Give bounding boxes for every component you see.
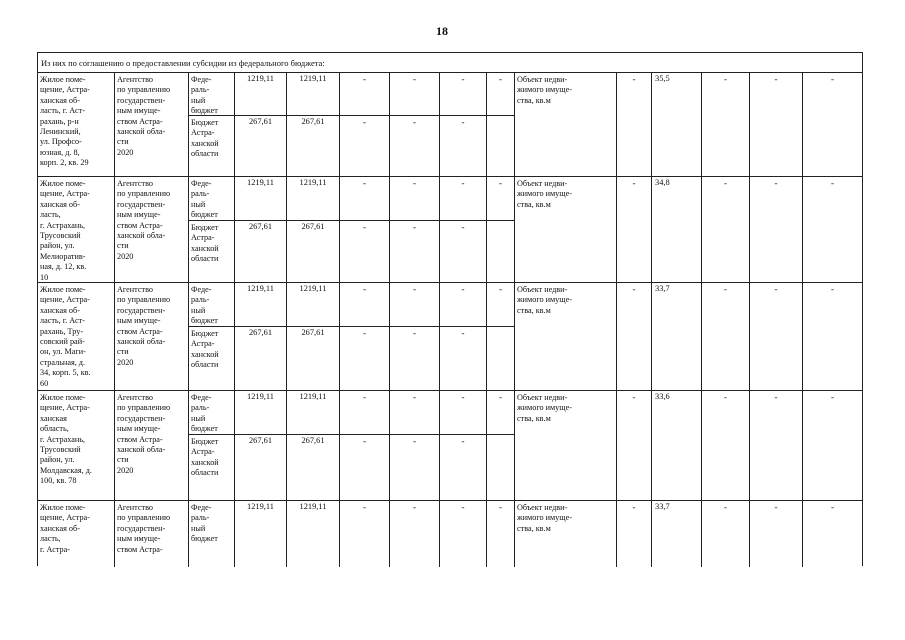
table-cell (340, 177, 390, 282)
cell-federal (340, 73, 389, 116)
table-cell (287, 73, 340, 176)
dash-value: - (499, 74, 502, 84)
regional-amount: 267,61 (248, 222, 273, 231)
cell-regional (287, 116, 339, 176)
table-cell (390, 391, 440, 500)
table-cell (287, 283, 340, 390)
budget-source-federal: Феде- раль- ный бюджет (191, 393, 218, 434)
property-description: Жилое поме- щение, Астра- ханская об- ласть, г. Аст- рахань, р-н Ленинский, ул. Профсо- юзная, д. 8, корп. 2, кв. 29 (40, 75, 90, 168)
cell-regional (340, 327, 389, 390)
result-object: Объект недви- жимого имуще- ства, кв.м (517, 75, 572, 105)
table-cell (487, 73, 515, 176)
cell-regional (340, 435, 389, 500)
property-description: Жилое поме- щение, Астра- ханская об- ласть, г. Астрахань, Трусовский район, ул. Мелиоратив- ная, д. 12, кв. 10 (40, 179, 90, 282)
cell-regional (189, 435, 234, 500)
cell-federal (287, 501, 339, 567)
table-cell (38, 391, 115, 500)
dash-value: - (499, 392, 502, 402)
regional-amount: 267,61 (301, 436, 325, 445)
cell-federal (287, 73, 339, 116)
table-cell (38, 283, 115, 390)
federal-amount: 1219,11 (299, 74, 327, 83)
table-cell (803, 73, 862, 176)
dash-value: - (632, 74, 636, 84)
dash-value: - (413, 117, 416, 127)
dash-value: - (461, 222, 465, 232)
cell-federal (189, 501, 234, 567)
dash-value: - (363, 74, 366, 84)
cell-federal (390, 391, 439, 435)
cell-regional (287, 327, 339, 390)
agency-name: Агентство по управлению государствен- ным имуще- ством Астра- ханской обла- сти 2020 (117, 75, 171, 157)
table-row (38, 177, 862, 283)
area-value: 35,5 (655, 74, 670, 83)
cell-federal (340, 391, 389, 435)
cell-federal (487, 73, 514, 116)
table-cell (487, 283, 515, 390)
budget-source-federal: Феде- раль- ный бюджет (191, 179, 218, 220)
table-cell (487, 177, 515, 282)
dash-value: - (461, 284, 465, 294)
cell-regional (235, 327, 286, 390)
budget-source-regional: Бюджет Астра- ханской области (191, 437, 219, 478)
table-cell (515, 391, 617, 500)
cell-federal (487, 501, 514, 567)
cell-federal (390, 73, 439, 116)
table-cell (235, 283, 287, 390)
table-cell (390, 177, 440, 282)
subsidy-table (37, 52, 863, 566)
cell-regional (390, 116, 439, 176)
cell-regional (440, 116, 486, 176)
cell-federal (390, 177, 439, 221)
dash-value: - (413, 502, 416, 512)
table-cell (38, 501, 115, 567)
cell-federal (189, 283, 234, 327)
cell-regional (440, 221, 486, 282)
federal-amount: 1219,11 (247, 178, 274, 187)
result-object: Объект недви- жимого имуще- ства, кв.м (517, 285, 572, 315)
regional-amount: 267,61 (301, 117, 325, 126)
dash-value: - (413, 328, 416, 338)
table-cell (287, 391, 340, 500)
cell-regional (189, 327, 234, 390)
dash-value: - (774, 502, 778, 512)
dash-value: - (831, 284, 834, 294)
dash-value: - (413, 74, 416, 84)
property-description: Жилое поме- щение, Астра- ханская об- ласть, г. Астра- (40, 503, 90, 554)
cell-regional (440, 435, 486, 500)
cell-federal (440, 283, 486, 327)
area-value: 34,8 (655, 178, 670, 187)
regional-amount: 267,61 (248, 117, 273, 126)
table-cell (750, 391, 803, 500)
dash-value: - (724, 392, 727, 402)
cell-regional (235, 221, 286, 282)
cell-federal (189, 391, 234, 435)
agency-name: Агентство по управлению государствен- ным имуще- ством Астра- ханской обла- сти 2020 (117, 179, 171, 261)
table-cell (750, 73, 803, 176)
dash-value: - (363, 436, 366, 446)
table-cell (652, 501, 702, 567)
table-cell (287, 177, 340, 282)
table-cell (235, 73, 287, 176)
cell-federal (235, 73, 286, 116)
area-value: 33,6 (655, 392, 670, 401)
table-cell (340, 73, 390, 176)
dash-value: - (413, 178, 416, 188)
table-cell (617, 73, 652, 176)
table-cell (115, 501, 189, 567)
dash-value: - (461, 178, 465, 188)
cell-federal (440, 391, 486, 435)
table-cell (440, 501, 487, 567)
dash-value: - (499, 178, 502, 188)
table-cell (440, 283, 487, 390)
table-cell (440, 391, 487, 500)
table-cell (750, 177, 803, 282)
dash-value: - (499, 502, 502, 512)
budget-source-federal: Феде- раль- ный бюджет (191, 285, 218, 326)
dash-value: - (724, 178, 727, 188)
cell-federal (189, 177, 234, 221)
regional-amount: 267,61 (301, 222, 325, 231)
table-cell (115, 73, 189, 176)
table-row (38, 283, 862, 391)
table-cell (38, 177, 115, 282)
cell-regional (189, 116, 234, 176)
cell-regional (287, 435, 339, 500)
cell-regional (487, 116, 514, 176)
budget-source-regional: Бюджет Астра- ханской области (191, 329, 219, 370)
cell-regional (487, 327, 514, 390)
cell-federal (287, 283, 339, 327)
cell-federal (440, 73, 486, 116)
regional-amount: 267,61 (301, 328, 325, 337)
budget-source-regional: Бюджет Астра- ханской области (191, 223, 219, 264)
federal-amount: 1219,11 (299, 502, 327, 511)
table-cell (390, 73, 440, 176)
table-cell (617, 283, 652, 390)
cell-regional (287, 221, 339, 282)
property-description: Жилое поме- щение, Астра- ханская об- ласть, г. Аст- рахань, Тру- совский рай- он, ул. Маги- стральная, д. 34, корп. 5, кв. 60 (40, 285, 91, 388)
regional-amount: 267,61 (248, 436, 273, 445)
cell-federal (487, 283, 514, 327)
table-cell (235, 501, 287, 567)
table-cell (189, 283, 235, 390)
result-object: Объект недви- жимого имуще- ства, кв.м (517, 503, 572, 533)
cell-federal (440, 177, 486, 221)
cell-regional (235, 435, 286, 500)
dash-value: - (724, 502, 727, 512)
cell-federal (390, 501, 439, 567)
cell-regional (189, 221, 234, 282)
dash-value: - (632, 284, 636, 294)
agency-name: Агентство по управлению государствен- ным имуще- ством Астра- ханской обла- сти 2020 (117, 285, 171, 367)
dash-value: - (831, 392, 834, 402)
federal-amount: 1219,11 (299, 178, 327, 187)
table-cell (803, 283, 862, 390)
dash-value: - (461, 502, 465, 512)
dash-value: - (499, 284, 502, 294)
table-cell (750, 501, 803, 567)
cell-regional (235, 116, 286, 176)
cell-federal (487, 177, 514, 221)
table-header-note: Из них по соглашению о предоставлении субсидии из федерального бюджета: (38, 53, 862, 73)
budget-source-federal: Феде- раль- ный бюджет (191, 75, 218, 116)
dash-value: - (632, 502, 636, 512)
table-cell (487, 501, 515, 567)
table-cell (750, 283, 803, 390)
cell-regional (390, 327, 439, 390)
table-cell (702, 177, 750, 282)
cell-federal (287, 177, 339, 221)
dash-value: - (413, 284, 416, 294)
table-cell (115, 177, 189, 282)
table-cell (287, 501, 340, 567)
cell-federal (487, 391, 514, 435)
cell-regional (340, 221, 389, 282)
area-value: 33,7 (655, 502, 670, 511)
cell-federal (235, 177, 286, 221)
table-cell (189, 73, 235, 176)
table-cell (617, 177, 652, 282)
table-cell (702, 73, 750, 176)
agency-name: Агентство по управлению государствен- ным имуще- ством Астра- ханской обла- сти 2020 (117, 393, 171, 475)
dash-value: - (461, 328, 465, 338)
agency-name: Агентство по управлению государствен- ным имуще- ством Астра- (117, 503, 171, 554)
table-cell (617, 501, 652, 567)
table-cell (515, 283, 617, 390)
federal-amount: 1219,11 (299, 392, 327, 401)
result-object: Объект недви- жимого имуще- ства, кв.м (517, 393, 572, 423)
dash-value: - (363, 117, 366, 127)
table-row (38, 391, 862, 501)
budget-source-federal: Феде- раль- ный бюджет (191, 503, 218, 544)
budget-source-regional: Бюджет Астра- ханской области (191, 118, 219, 159)
cell-federal (235, 391, 286, 435)
federal-amount: 1219,11 (299, 284, 327, 293)
dash-value: - (363, 284, 366, 294)
table-cell (390, 283, 440, 390)
table-cell (235, 391, 287, 500)
dash-value: - (413, 436, 416, 446)
cell-regional (340, 116, 389, 176)
federal-amount: 1219,11 (247, 284, 274, 293)
dash-value: - (724, 74, 727, 84)
table-cell (189, 391, 235, 500)
table-cell (702, 283, 750, 390)
dash-value: - (724, 284, 727, 294)
table-cell (38, 73, 115, 176)
table-cell (515, 177, 617, 282)
dash-value: - (774, 178, 778, 188)
cell-regional (390, 435, 439, 500)
federal-amount: 1219,11 (247, 74, 274, 83)
table-cell (115, 283, 189, 390)
table-cell (189, 501, 235, 567)
dash-value: - (774, 392, 778, 402)
dash-value: - (461, 117, 465, 127)
table-cell (440, 73, 487, 176)
page-number: 18 (436, 24, 448, 38)
dash-value: - (774, 284, 778, 294)
table-cell (340, 283, 390, 390)
table-cell (515, 73, 617, 176)
table-cell (652, 177, 702, 282)
table-cell (652, 391, 702, 500)
table-row (38, 73, 862, 177)
table-cell (702, 501, 750, 567)
dash-value: - (831, 74, 834, 84)
table-cell (617, 391, 652, 500)
cell-regional (487, 221, 514, 282)
table-cell (340, 501, 390, 567)
table-cell (803, 391, 862, 500)
table-cell (702, 391, 750, 500)
federal-amount: 1219,11 (247, 502, 274, 511)
table-cell (487, 391, 515, 500)
cell-federal (390, 283, 439, 327)
table-cell (803, 177, 862, 282)
table-cell (652, 73, 702, 176)
area-value: 33,7 (655, 284, 670, 293)
table-cell (652, 283, 702, 390)
property-description: Жилое поме- щение, Астра- ханская область, г. Астрахань, Трусовский район, ул. Молдавская, д. 100, кв. 78 (40, 393, 92, 486)
cell-federal (440, 501, 486, 567)
cell-federal (340, 283, 389, 327)
cell-regional (440, 327, 486, 390)
dash-value: - (632, 392, 636, 402)
dash-value: - (363, 392, 366, 402)
table-cell (115, 391, 189, 500)
result-object: Объект недви- жимого имуще- ства, кв.м (517, 179, 572, 209)
table-cell (235, 177, 287, 282)
dash-value: - (774, 74, 778, 84)
dash-value: - (413, 222, 416, 232)
cell-federal (340, 501, 389, 567)
dash-value: - (413, 392, 416, 402)
dash-value: - (461, 436, 465, 446)
table-row (38, 501, 862, 567)
dash-value: - (461, 74, 465, 84)
dash-value: - (363, 502, 366, 512)
cell-federal (235, 501, 286, 567)
table-cell (515, 501, 617, 567)
table-cell (390, 501, 440, 567)
dash-value: - (632, 178, 636, 188)
table-cell (440, 177, 487, 282)
cell-federal (235, 283, 286, 327)
dash-value: - (831, 502, 834, 512)
cell-federal (189, 73, 234, 116)
table-cell (803, 501, 862, 567)
dash-value: - (363, 222, 366, 232)
dash-value: - (461, 392, 465, 402)
dash-value: - (831, 178, 834, 188)
cell-regional (487, 435, 514, 500)
table-cell (340, 391, 390, 500)
cell-regional (390, 221, 439, 282)
table-cell (189, 177, 235, 282)
cell-federal (287, 391, 339, 435)
federal-amount: 1219,11 (247, 392, 274, 401)
dash-value: - (363, 178, 366, 188)
cell-federal (340, 177, 389, 221)
dash-value: - (363, 328, 366, 338)
regional-amount: 267,61 (248, 328, 273, 337)
